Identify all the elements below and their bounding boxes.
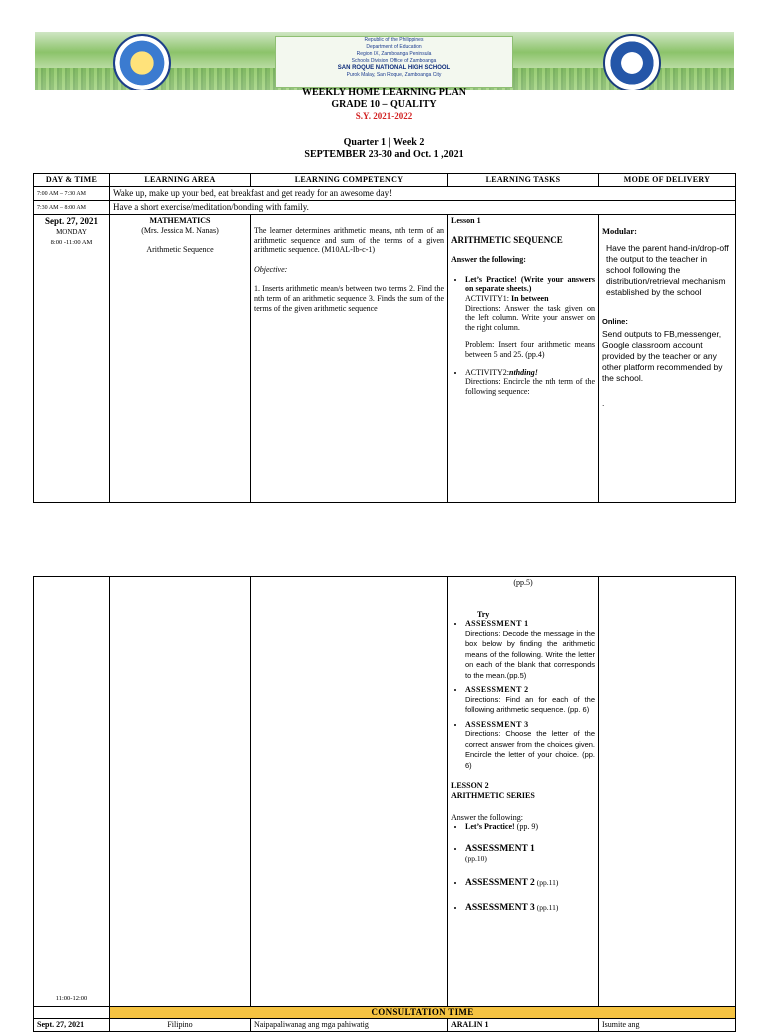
consultation-time-bar: CONSULTATION TIME [110, 1007, 736, 1019]
list-item [465, 368, 595, 397]
trailing-dot: . [602, 398, 605, 408]
problem-text: Problem: Insert four arithmetic means between 5 and 25. (pp.4) [465, 340, 595, 359]
list-item [465, 685, 595, 716]
activity-label [465, 294, 595, 304]
list-item [465, 903, 595, 914]
routine-text: Have a short exercise/meditation/bonding with family. [110, 201, 736, 215]
grade-section: GRADE 10 – QUALITY [331, 99, 437, 110]
answer-label: Answer the following: [451, 255, 526, 265]
column-header: MODE OF DELIVERY [599, 174, 736, 187]
answer-label: Answer the following: [451, 812, 523, 822]
page-reference: (pp.5) [513, 578, 533, 587]
assessment-directions: Directions: Decode the message in the box below by finding the arithmetic means of the following. Write the letter on each of the blank that corresponds to the mean.(pp.5) [465, 628, 595, 680]
time-slot: 8:00 -11:00 AM [50, 238, 93, 246]
routine-time: 7:00 AM – 7:30 AM [34, 187, 110, 201]
competency-text: The learner determines arithmetic means, nth term of an arithmetic sequence and sum of the terms of a given arithmetic sequence. (M10AL-Ib-c-1) [254, 226, 444, 255]
lesson-title: ARITHMETIC SEQUENCE [451, 234, 563, 245]
lesson-number: ARALIN 1 [448, 1019, 599, 1032]
objective-text: 1. Inserts arithmetic mean/s between two terms 2. Find the nth term of an arithmetic sequence 3. Finds the sum of the terms of the given arithmetic sequence [254, 284, 444, 313]
online-label: Online: [602, 317, 628, 326]
teacher-name: (Mrs. Jessica M. Nanas) [141, 225, 219, 235]
consultation-row [34, 1007, 736, 1019]
weekday: MONDAY [56, 228, 87, 236]
assessment-title: ASSESSMENT 2 [465, 878, 535, 889]
day-date: Sept. 27, 2021 [44, 216, 98, 226]
learning-competency-cell [251, 577, 448, 1007]
task-list [451, 275, 595, 397]
assessment-directions: Directions: Find an for each of the following arithmetic sequence. (pp. 6) [465, 694, 595, 715]
learning-competency-cell [251, 215, 448, 503]
day-time-cell [34, 577, 110, 1007]
assessment-title: ASSESSMENT 3 [465, 902, 535, 913]
school-seal-logo [113, 34, 171, 90]
task-list [451, 822, 595, 913]
activity-name: In between [511, 293, 549, 303]
date-range: SEPTEMBER 23-30 and Oct. 1 ,2021 [304, 149, 464, 160]
assessment-title: ASSESSMENT 2 [465, 685, 529, 695]
competency-text: Naipapaliwanag ang mga pahiwatig [251, 1019, 448, 1032]
column-header: DAY & TIME [34, 174, 110, 187]
list-item [465, 822, 595, 832]
plate-line: Department of Education [366, 44, 422, 50]
modular-label: Modular: [602, 226, 637, 236]
lesson-number: LESSON 2 [451, 781, 489, 791]
day-time-cell [34, 215, 110, 503]
subject-name: Filipino [110, 1019, 251, 1032]
activity-directions: Directions: Encircle the nth term of the following sequence: [465, 377, 595, 396]
plate-line: Schools Division Office of Zamboanga [351, 58, 437, 64]
assessment-list [451, 619, 595, 771]
assessment-title: ASSESSMENT 3 [465, 719, 529, 729]
column-header: LEARNING COMPETENCY [251, 174, 448, 187]
assessment-title: ASSESSMENT 1 [465, 619, 529, 629]
document-title: WEEKLY HOME LEARNING PLAN [301, 87, 466, 98]
activity-number: ACTIVITY1: [465, 293, 509, 303]
activity-label [465, 368, 595, 378]
mode-of-delivery-cell [599, 215, 736, 503]
list-item [465, 619, 595, 681]
table-row [34, 577, 736, 1007]
table-row [34, 215, 736, 503]
mode-text: Isumite ang [599, 1019, 736, 1032]
page-reference: (pp.11) [536, 902, 559, 912]
plate-line: Republic of the Philippines [364, 37, 424, 43]
school-name-plate [275, 36, 513, 88]
page-reference: (pp.10) [465, 854, 487, 864]
assessment-title: ASSESSMENT 1 [465, 843, 535, 854]
modular-text: Have the parent hand-in/drop-off the output to the teacher in school following the distribution/retrieval mechanism established by the school [606, 243, 729, 297]
school-address: Purok Malay, San Roque, Zamboanga City [346, 72, 442, 78]
table-header-row [34, 174, 736, 187]
quarter-week: Quarter 1 | Week 2 [343, 137, 425, 148]
school-year: S.Y. 2021-2022 [355, 111, 413, 121]
activity-directions: Directions: Answer the task given on the left column. Write your answer on the right column. [465, 303, 595, 332]
learning-area-cell [110, 215, 251, 503]
try-label: Try [477, 609, 490, 619]
time-slot: 11:00-12:00 [55, 995, 88, 1002]
practice-label: • Let’s Practice! (Write your answers on separate sheets.) [465, 274, 595, 294]
list-item [465, 275, 595, 360]
online-text: Send outputs to FB,messenger, Google classroom account provided by the teacher or any other platform recommended by the school. [602, 329, 723, 383]
list-item [465, 844, 595, 864]
plate-line: Region IX, Zamboanga Peninsula [356, 51, 432, 57]
routine-row [34, 201, 736, 215]
list-item [465, 720, 595, 772]
activity-number: ACTIVITY2: [465, 367, 509, 377]
lesson-title: ARITHMETIC SERIES [451, 791, 535, 801]
school-name: SAN ROQUE NATIONAL HIGH SCHOOL [337, 65, 451, 71]
empty-cell [34, 1007, 110, 1019]
page-reference: (pp.11) [536, 878, 559, 888]
activity-name: nthding! [509, 367, 538, 377]
learning-plan-table [33, 173, 736, 503]
learning-area-cell [110, 577, 251, 1007]
assessment-directions: Directions: Choose the letter of the correct answer from the choices given. Encircle the letter of your choice. (pp. 6) [465, 729, 595, 770]
learning-plan-table-continued [33, 576, 736, 1032]
learning-tasks-cell [448, 215, 599, 503]
day-date: Sept. 27, 2021 [34, 1019, 110, 1032]
mode-of-delivery-cell [599, 577, 736, 1007]
routine-row [34, 187, 736, 201]
lesson-number: Lesson 1 [451, 216, 481, 225]
subject-name: MATHEMATICS [149, 216, 211, 225]
practice-label: Let’s Practice! [465, 822, 515, 832]
deped-seal-logo [603, 34, 661, 90]
page-reference: (pp. 9) [516, 822, 538, 832]
learning-tasks-cell [448, 577, 599, 1007]
objective-label: Objective: [254, 264, 288, 274]
list-item [465, 878, 595, 889]
column-header: LEARNING AREA [110, 174, 251, 187]
table-row [34, 1019, 736, 1032]
routine-time: 7:30 AM – 8:00 AM [34, 201, 110, 215]
topic-name: Arithmetic Sequence [146, 245, 214, 255]
header-banner [35, 32, 734, 90]
column-header: LEARNING TASKS [448, 174, 599, 187]
routine-text: Wake up, make up your bed, eat breakfast and get ready for an awesome day! [110, 187, 736, 201]
